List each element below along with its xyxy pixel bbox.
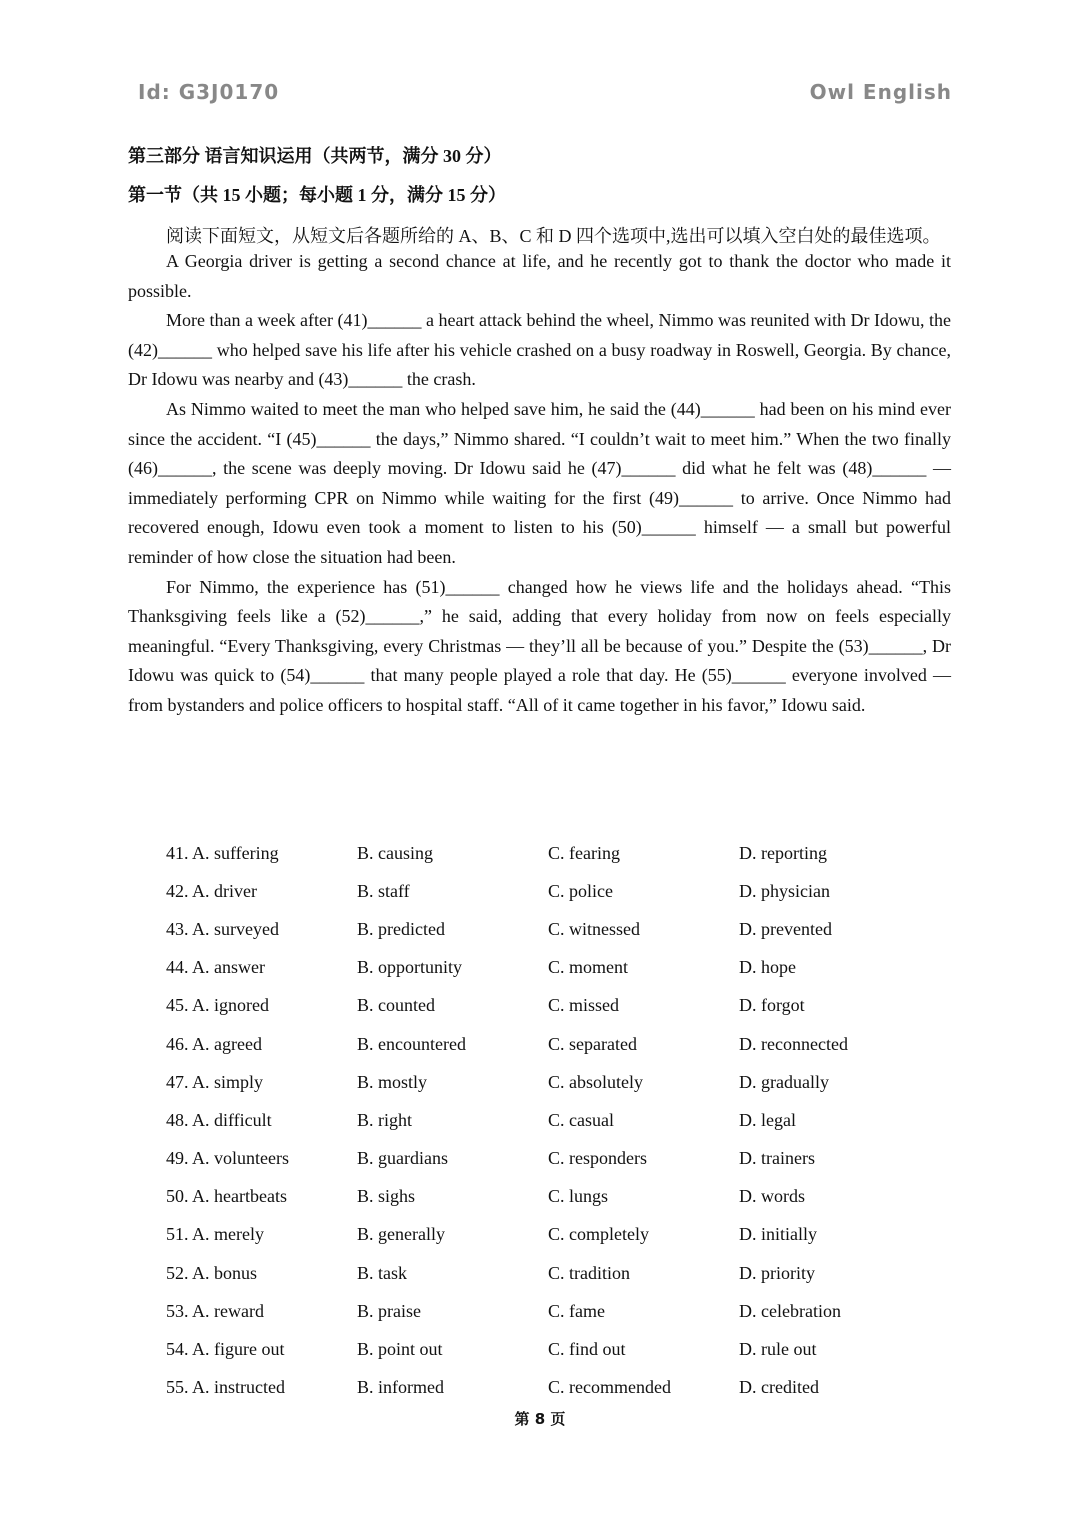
option-a: 51. A. merely	[166, 1224, 264, 1245]
option-a: 48. A. difficult	[166, 1109, 272, 1130]
option-c: C. fame	[548, 1300, 605, 1321]
option-c: C. police	[548, 880, 613, 901]
option-c: C. tradition	[548, 1262, 630, 1283]
option-c: C. responders	[548, 1148, 647, 1169]
option-row	[166, 949, 930, 987]
option-b: B. causing	[357, 842, 433, 863]
option-b: B. informed	[357, 1377, 444, 1398]
option-c: C. casual	[548, 1109, 614, 1130]
option-row	[166, 872, 930, 910]
paragraph: For Nimmo, the experience has (51)______ changed how he views life and the holidays ahead. “This Thanksgiving feels like a (52)______,” he said, adding that every holiday from now on feels especially meaningful. “Every Thanksgiving, every Christmas — they’ll all be because of you.” Despite the (53)______, Dr Idowu was quick to (54)______ that many people played a role that day. He (55)______ everyone involved — from bystanders and police officers to hospital staff. “All of it came together in his favor,” Idowu said.	[128, 576, 951, 715]
option-b: B. task	[357, 1262, 408, 1283]
option-b: B. mostly	[357, 1071, 428, 1092]
option-d: D. gradually	[739, 1071, 829, 1092]
option-row	[166, 1292, 930, 1330]
option-row	[166, 1254, 930, 1292]
option-c: C. recommended	[548, 1377, 671, 1398]
option-a: 55. A. instructed	[166, 1377, 285, 1398]
option-row	[166, 1101, 930, 1139]
option-d: D. celebration	[739, 1300, 841, 1321]
option-b: B. guardians	[357, 1148, 448, 1169]
part-heading: 第三部分 语言知识运用（共两节，满分 30 分）	[128, 146, 502, 166]
option-c: C. missed	[548, 995, 620, 1016]
option-a: 41. A. suffering	[166, 842, 279, 863]
option-b: B. right	[357, 1109, 413, 1130]
option-d: D. initially	[739, 1224, 817, 1245]
option-b: B. encountered	[357, 1033, 466, 1054]
option-row	[166, 1178, 930, 1216]
option-c: C. fearing	[548, 842, 620, 863]
option-d: D. hope	[739, 957, 796, 978]
option-b: B. staff	[357, 880, 410, 901]
option-d: D. trainers	[739, 1148, 815, 1169]
option-d: D. credited	[739, 1377, 819, 1398]
option-row	[166, 910, 930, 948]
option-d: D. physician	[739, 880, 830, 901]
option-b: B. generally	[357, 1224, 445, 1245]
option-a: 50. A. heartbeats	[166, 1186, 287, 1207]
option-c: C. find out	[548, 1339, 626, 1360]
option-d: D. reporting	[739, 842, 827, 863]
option-d: D. rule out	[739, 1339, 817, 1360]
option-a: 47. A. simply	[166, 1071, 264, 1092]
option-a: 52. A. bonus	[166, 1262, 258, 1283]
option-d: D. words	[739, 1186, 805, 1207]
option-row	[166, 1063, 930, 1101]
option-b: B. praise	[357, 1300, 421, 1321]
option-row	[166, 1216, 930, 1254]
paragraph: As Nimmo waited to meet the man who helped save him, he said the (44)______ had been on his mind ever since the accident. “I (45)______ the days,” Nimmo shared. “I couldn’t wait to meet him.” When the two finally (46)______, the scene was deeply moving. Dr Idowu said he (47)______ did what he felt was (48)______ — immediately performing CPR on Nimmo while waiting for the first (49)______ to arrive. Once Nimmo had recovered enough, Idowu even took a moment to listen to his (50)______ himself — a small but powerful reminder of how close the situation had been.	[128, 398, 951, 567]
option-b: B. sighs	[357, 1186, 416, 1207]
option-c: C. completely	[548, 1224, 649, 1245]
option-a: 43. A. surveyed	[166, 918, 279, 939]
option-c: C. absolutely	[548, 1071, 643, 1092]
option-c: C. lungs	[548, 1186, 609, 1207]
paragraph: More than a week after (41)______ a heart attack behind the wheel, Nimmo was reunited with Dr Idowu, the (42)______ who helped save his life after his vehicle crashed on a busy roadway in Roswell, Georgia. By chance, Dr Idowu was nearby and (43)______ the crash.	[128, 310, 951, 390]
option-c: C. moment	[548, 957, 628, 978]
option-a: 53. A. reward	[166, 1300, 264, 1321]
instruction: 阅读下面短文，从短文后各题所给的 A、B、C 和 D 四个选项中,选出可以填入空白处的最佳选项。	[166, 226, 941, 246]
options-table	[166, 834, 930, 1407]
option-row	[166, 987, 930, 1025]
option-c: C. separated	[548, 1033, 637, 1054]
paragraph: A Georgia driver is getting a second chance at life, and he recently got to thank the doctor who made it possible.	[128, 251, 951, 301]
option-a: 46. A. agreed	[166, 1033, 262, 1054]
option-a: 44. A. answer	[166, 957, 265, 978]
option-d: D. prevented	[739, 918, 832, 939]
option-row	[166, 1025, 930, 1063]
option-a: 54. A. figure out	[166, 1339, 285, 1360]
document-id: Id: G3J0170	[138, 80, 280, 104]
option-row	[166, 1330, 930, 1368]
page-number: 第 8 页	[514, 1410, 566, 1428]
option-a: 42. A. driver	[166, 880, 257, 901]
option-a: 49. A. volunteers	[166, 1148, 289, 1169]
option-row	[166, 834, 930, 872]
option-c: C. witnessed	[548, 918, 640, 939]
option-d: D. priority	[739, 1262, 815, 1283]
option-b: B. point out	[357, 1339, 443, 1360]
option-row	[166, 1140, 930, 1178]
option-a: 45. A. ignored	[166, 995, 269, 1016]
passage	[128, 217, 951, 721]
section-heading: 第一节（共 15 小题；每小题 1 分，满分 15 分）	[128, 185, 506, 205]
option-d: D. reconnected	[739, 1033, 848, 1054]
brand-label: Owl English	[809, 80, 952, 104]
option-b: B. opportunity	[357, 957, 463, 978]
option-d: D. legal	[739, 1109, 796, 1130]
option-b: B. counted	[357, 995, 435, 1016]
option-b: B. predicted	[357, 918, 445, 939]
option-row	[166, 1369, 930, 1407]
option-d: D. forgot	[739, 995, 805, 1016]
